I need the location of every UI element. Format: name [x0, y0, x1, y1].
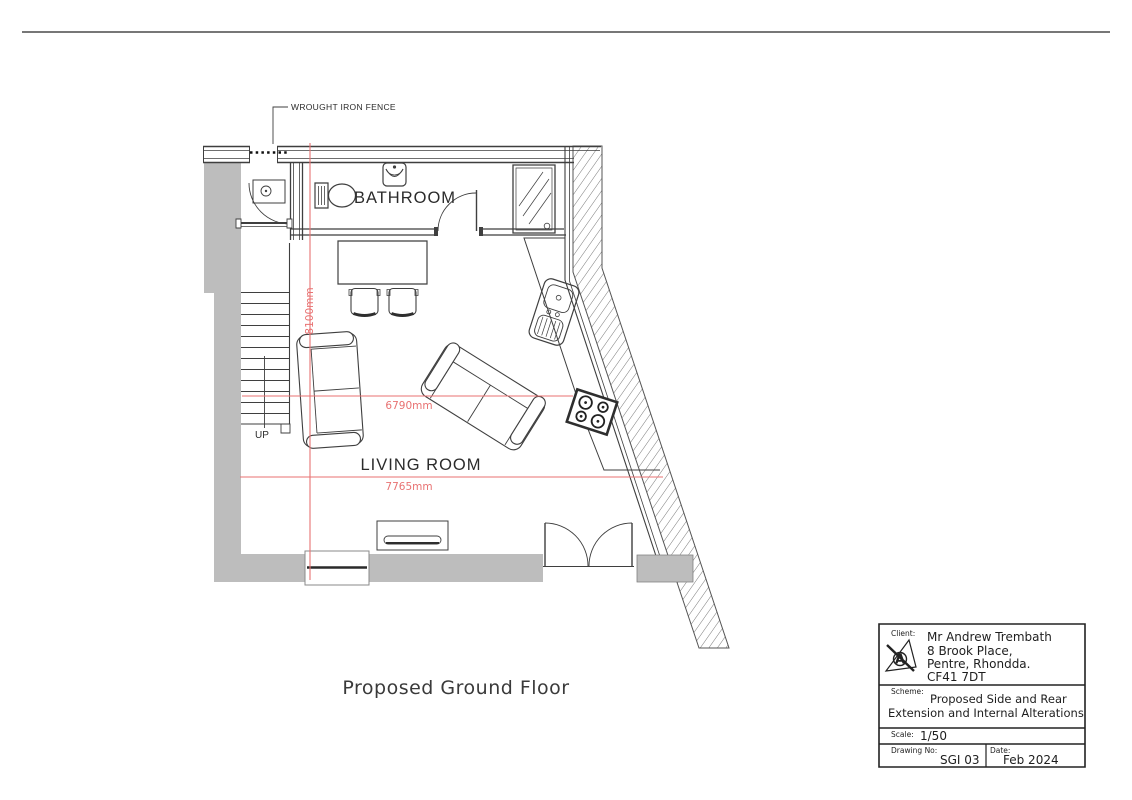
client-address-1: 8 Brook Place, [927, 644, 1013, 658]
dining-chair [387, 289, 418, 316]
shower-icon [513, 165, 555, 233]
date-value: Feb 2024 [1003, 753, 1059, 767]
wall-bottom-left [214, 554, 306, 582]
dimension-label-height: 8100mm [304, 287, 316, 335]
scheme-label: Scheme: [891, 687, 924, 696]
drawing-no-label: Drawing No: [891, 746, 938, 755]
client-name: Mr Andrew Trembath [927, 630, 1052, 644]
scheme-line-1: Proposed Side and Rear [930, 692, 1067, 706]
plan-title: Proposed Ground Floor [342, 677, 570, 699]
dimension-label-mid: 6790mm [385, 400, 433, 412]
sink-icon [527, 277, 580, 347]
date-label: Date: [990, 746, 1011, 755]
wall-left-lower [214, 293, 241, 555]
newel-post [281, 424, 290, 433]
stairs [241, 243, 290, 441]
svg-text:A: A [894, 652, 906, 668]
title-block [879, 624, 1085, 767]
door-jamb [479, 227, 483, 236]
toilet-icon [315, 183, 356, 208]
door-jamb [236, 219, 241, 228]
tv-unit [377, 521, 448, 550]
dimension-label-low: 7765mm [385, 481, 433, 493]
architect-logo-icon [886, 640, 916, 671]
bathroom-label: BATHROOM [353, 189, 457, 207]
living-room-label: LIVING ROOM [360, 456, 482, 474]
scale-value: 1/50 [920, 729, 947, 743]
top-wall [203, 146, 601, 163]
window [305, 551, 369, 585]
dining-table [338, 241, 427, 284]
dining-chair [349, 289, 380, 316]
bathroom [290, 163, 566, 240]
basin-icon [383, 163, 406, 186]
hob-icon [567, 389, 617, 434]
sofa-left [296, 331, 364, 449]
fence-leader-line [273, 107, 288, 144]
wrought-iron-fence [250, 102, 396, 153]
scheme-line-2: Extension and Internal Alterations [888, 706, 1084, 720]
french-doors [543, 523, 634, 567]
wall-left-upper [204, 163, 241, 293]
scale-label: Scale: [891, 730, 914, 739]
door-jamb [434, 227, 438, 236]
entry [236, 180, 292, 228]
stair-treads [241, 293, 289, 425]
fence-note-label: WROUGHT IRON FENCE [291, 102, 396, 112]
stairs-up-label: UP [255, 430, 269, 441]
client-label: Client: [891, 629, 916, 638]
sofa-right [418, 340, 549, 453]
drawing-no-value: SGI 03 [940, 753, 980, 767]
wall-pier-bottom-right [637, 555, 693, 582]
client-address-2: Pentre, Rhondda. [927, 657, 1031, 671]
wall-bottom-mid [368, 554, 543, 582]
door-jamb [287, 219, 292, 228]
client-address-3: CF41 7DT [927, 670, 986, 684]
